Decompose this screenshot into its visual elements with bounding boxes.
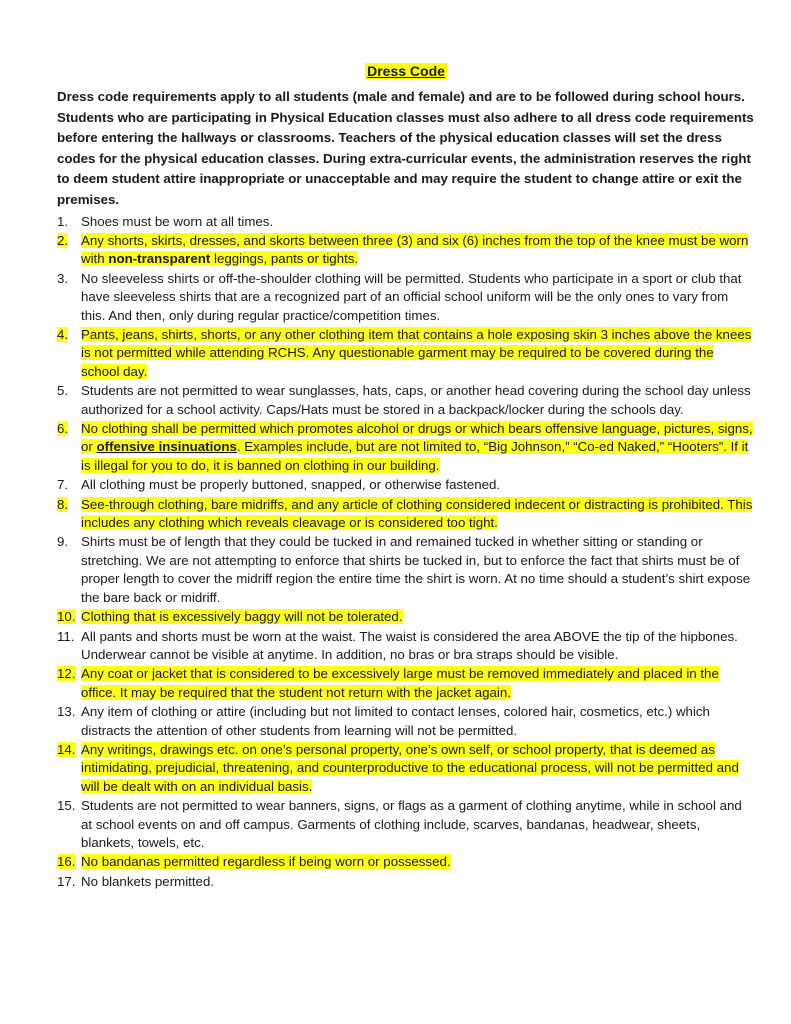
rule-item-17: 17. No blankets permitted. bbox=[57, 873, 215, 889]
rule-item-10: 10. Clothing that is excessively baggy will not be tolerated. bbox=[57, 609, 403, 625]
rule-item-13: 13. Any item of clothing or attire (including but not limited to contact lenses, colored hair, cosmetics, etc.) which distracts the attention of other students from learning will not be permitted. bbox=[57, 704, 710, 738]
rule-item-14: 14. Any writings, drawings etc. on one’s personal property, one’s own self, or school property, that is deemed as intimidating, prejudicial, threatening, and counterproductive to the educational process, will not be permitted and will be dealt with on an individual basis. bbox=[57, 741, 739, 794]
rule-item-12: 12. Any coat or jacket that is considered to be excessively large must be removed immediately and placed in the office. It may be required that the student not return with the jacket again. bbox=[57, 666, 719, 700]
rules-list bbox=[57, 213, 755, 892]
rule-item-2: 2. Any shorts, skirts, dresses, and skorts between three (3) and six (6) inches from the top of the knee must be worn with non-transparent leggings, pants or tights. bbox=[57, 232, 749, 267]
rule-item-6: 6. No clothing shall be permitted which promotes alcohol or drugs or which bears offensive language, pictures, signs, or offensive insinuations. Examples include, but are not limited to, “Big Johnson,” “Co-ed Naked,” “Hooters”. If it is illegal for you to do, it is banned on clothing in our building. bbox=[57, 421, 753, 473]
rule-item-9: 9. Shirts must be of length that they could be tucked in and remained tucked in whether sitting or standing or stretching. We are not attempting to enforce that shirts be tucked in, but to enforce the fact that shirts must be of proper length to cover the midriff region the entire time the shirt is worn. At no time should a student’s shirt expose the bare back or midriff. bbox=[57, 534, 751, 605]
rule-item-11: 11. All pants and shorts must be worn at the waist. The waist is considered the area ABOVE the tip of the hipbones. Underwear cannot be visible at anytime. In addition, no bras or bra straps should be visible. bbox=[57, 628, 738, 662]
intro-paragraph: Dress code requirements apply to all students (male and female) and are to be followed during school hours. Students who are participating in Physical Education classes must also adhere to all dress code requirements before entering the hallways or classrooms. Teachers of the physical education classes will set the dress codes for the physical education classes. During extra-curricular events, the administration reserves the right to deem student attire inappropriate or unacceptable and may require the student to change attire or exit the premises. bbox=[57, 89, 754, 207]
rule-item-16: 16. No bandanas permitted regardless if being worn or possessed. bbox=[57, 854, 451, 870]
rule-item-8: 8. See-through clothing, bare midriffs, and any article of clothing considered indecent or distracting is prohibited. This includes any clothing which reveals cleavage or is considered too tight. bbox=[57, 496, 753, 531]
document-title: Dress Code bbox=[367, 63, 445, 79]
rule-item-15: 15. Students are not permitted to wear banners, signs, or flags as a garment of clothing anytime, while in school and at school events on and off campus. Garments of clothing include, scarves, bandanas, headwear, sheets, blankets, towels, etc. bbox=[57, 798, 742, 850]
rule-item-7: 7. All clothing must be properly buttoned, snapped, or otherwise fastened. bbox=[57, 477, 501, 493]
rule-item-1: 1. Shoes must be worn at all times. bbox=[57, 213, 274, 229]
rule-item-3: 3. No sleeveless shirts or off-the-shoulder clothing will be permitted. Students who participate in a sport or club that have sleeveless shirts that are a recognized part of an official school uniform will be the only ones to vary from this. And then, only during regular practice/competition times. bbox=[57, 270, 742, 323]
rule-item-5: 5. Students are not permitted to wear sunglasses, hats, caps, or another head covering during the school day unless authorized for a school activity. Caps/Hats must be stored in a backpack/locker during the schools day. bbox=[57, 383, 751, 417]
rule-item-4: 4. Pants, jeans, shirts, shorts, or any other clothing item that contains a hole exposing skin 3 inches above the knees is not permitted while attending RCHS. Any questionable garment may be required to be covered during the school day. bbox=[57, 327, 752, 379]
